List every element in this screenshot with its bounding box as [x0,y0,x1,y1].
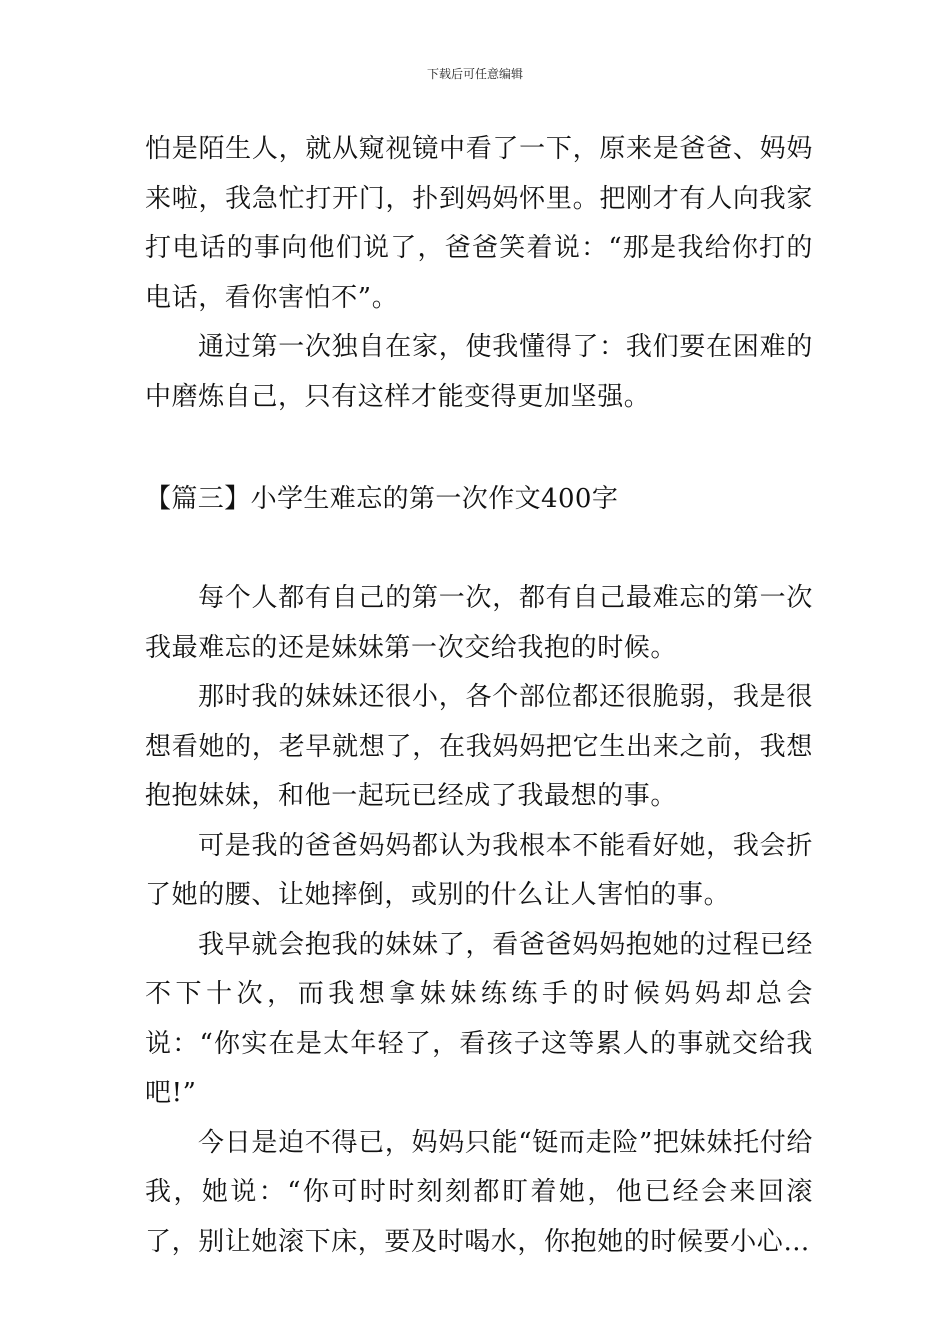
paragraph: 通过第一次独自在家，使我懂得了：我们要在困难的中磨炼自己，只有这样才能变得更加坚强。 [145,332,813,412]
paragraph: 可是我的爸爸妈妈都认为我根本不能看好她，我会折了她的腰、让她摔倒，或别的什么让人害怕的事。 [145,830,813,910]
paragraph: 那时我的妹妹还很小，各个部位都还很脆弱，我是很想看她的，老早就想了，在我妈妈把它生出来之前，我想抱抱妹妹，和他一起玩已经成了我最想的事。 [145,682,813,811]
section-heading: 【篇三】小学生难忘的第一次作文400字 [145,484,619,514]
paragraph: 我早就会抱我的妹妹了，看爸爸妈妈抱她的过程已经不下十次，而我想拿妹妹练练手的时候妈妈却总会说：“你实在是太年轻了，看孩子这等累人的事就交给我吧!” [145,929,813,1108]
paragraph: 每个人都有自己的第一次，都有自己最难忘的第一次我最难忘的还是妹妹第一次交给我抱的时候。 [145,583,813,663]
section-1-body [145,125,813,422]
paragraph: 今日是迫不得已，妈妈只能“铤而走险”把妹妹托付给我，她说：“你可时时刻刻都盯着她，他已经会来回滚了，别让她滚下床，要及时喝水，你抱她的时候要小心… [145,1127,814,1257]
section-2-body [145,574,813,1267]
page-header-note: 下载后可任意编辑 [426,67,523,81]
paragraph: 怕是陌生人，就从窥视镜中看了一下，原来是爸爸、妈妈来啦，我急忙打开门，扑到妈妈怀里。把刚才有人向我家打电话的事向他们说了，爸爸笑着说：“那是我给你打的电话，看你害怕不”。 [145,134,813,313]
